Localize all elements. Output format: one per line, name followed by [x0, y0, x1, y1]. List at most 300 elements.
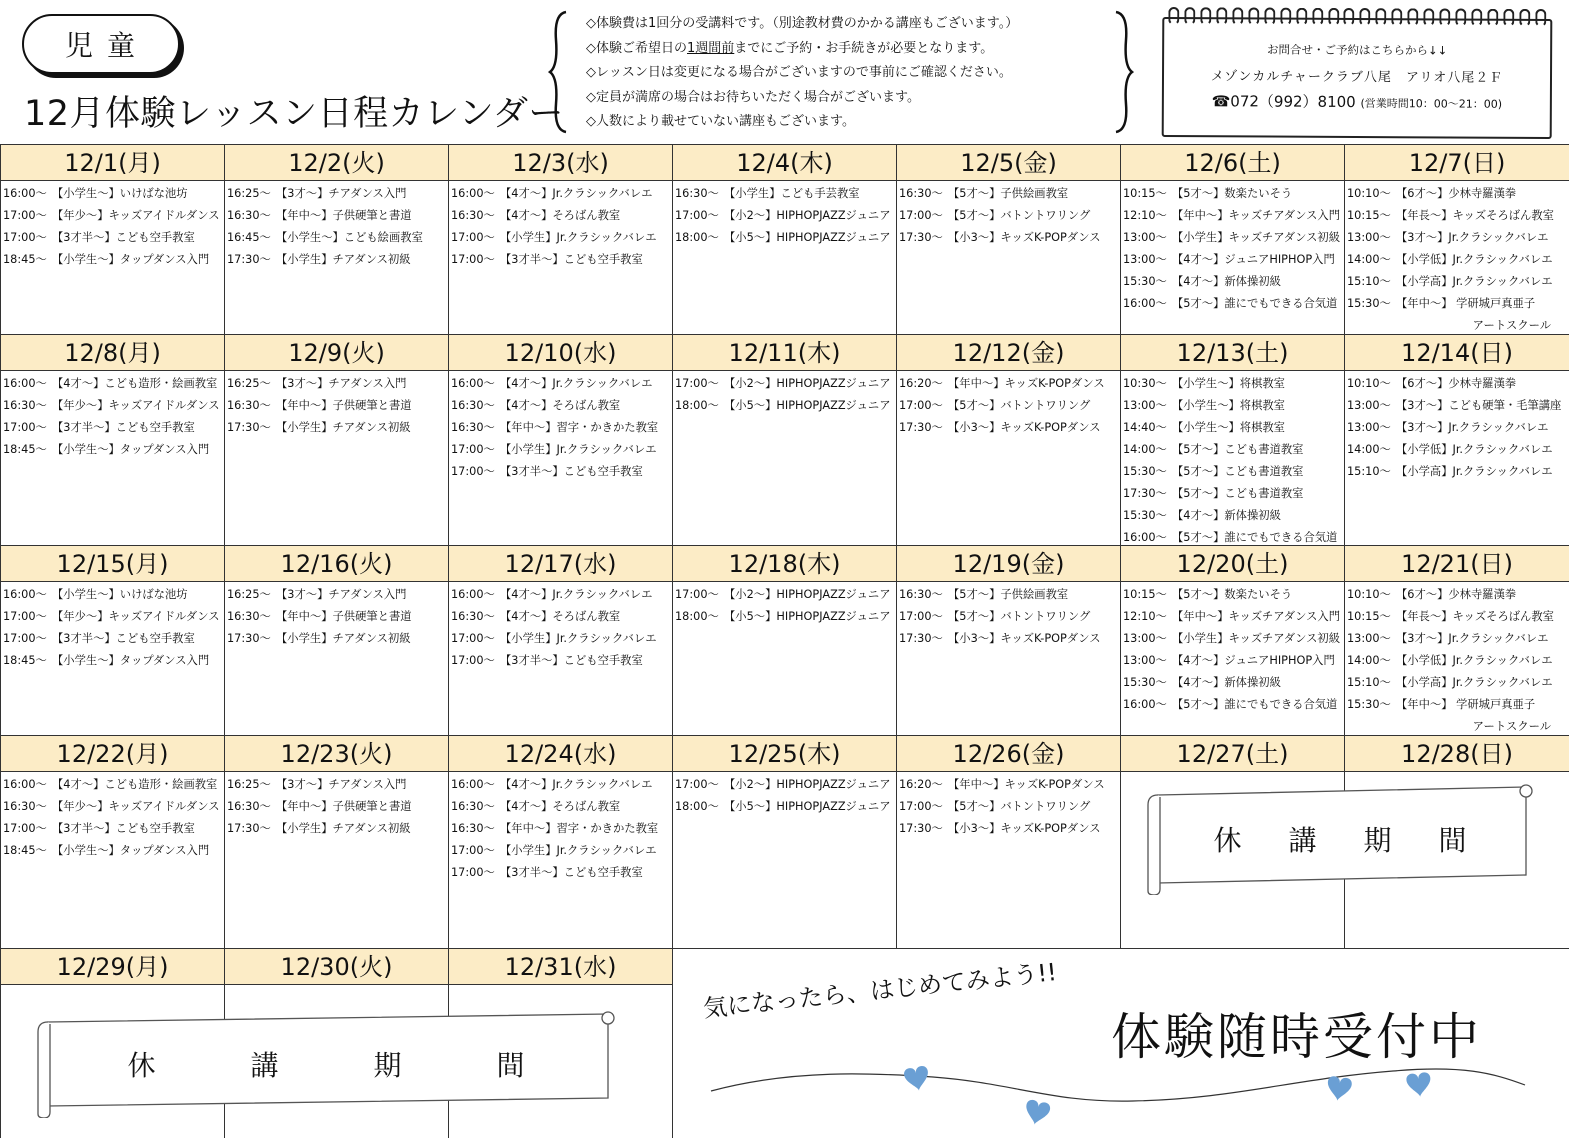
day-header: 12/25(木) [673, 736, 896, 772]
day-header: 12/22(月) [1, 736, 224, 772]
lesson-item [1347, 606, 1569, 628]
day-header: 12/5(金) [897, 145, 1120, 181]
lesson-name: 【3才～】チアダンス入門 [276, 778, 407, 791]
lesson-time: 17:30～ [227, 253, 271, 266]
lesson-item [1347, 628, 1569, 650]
lesson-item [675, 205, 896, 227]
lesson-time: 17:00～ [451, 844, 495, 857]
lesson-item [3, 373, 224, 395]
lesson-name: 【3才半～】こども空手教室 [52, 632, 195, 645]
promo-area [672, 948, 1569, 1138]
lesson-name: 【5才～】こども書道教室 [1172, 443, 1304, 456]
lesson-name: 【小2～】HIPHOPJAZZジュニア [724, 778, 891, 791]
lesson-item [1123, 483, 1344, 505]
note-text: ◇体験ご希望日の [586, 40, 687, 56]
lesson-item [899, 395, 1120, 417]
lesson-item [227, 417, 448, 439]
lesson-item [451, 650, 672, 672]
lesson-name: 【小学生】Jr.クラシックバレエ [500, 443, 657, 456]
lesson-time: 10:10～ [1347, 377, 1391, 390]
lesson-item [1123, 373, 1344, 395]
lesson-time: 16:30～ [3, 800, 47, 813]
lesson-item [675, 606, 896, 628]
lesson-time: 16:30～ [227, 399, 271, 412]
lesson-item [1347, 183, 1569, 205]
ring-icon [1376, 8, 1387, 26]
calendar-day [224, 334, 448, 545]
lesson-name: 【3才～】こども硬筆・毛筆講座 [1396, 399, 1562, 412]
lesson-time: 17:30～ [227, 822, 271, 835]
lesson-item [227, 227, 448, 249]
lesson-item [1347, 373, 1569, 395]
lesson-name: 【年中～】キッズK-POPダンス [948, 377, 1105, 390]
lesson-list [1345, 582, 1569, 738]
lesson-item [451, 249, 672, 271]
calendar-day [1120, 144, 1344, 334]
lesson-item [1347, 672, 1569, 694]
lesson-item [451, 183, 672, 205]
lesson-item [1347, 461, 1569, 483]
heart-icon [1406, 1072, 1432, 1098]
ring-icon [1216, 7, 1227, 25]
wave-decoration [673, 1059, 1569, 1139]
lesson-time: 16:00～ [3, 187, 47, 200]
calendar-day [896, 144, 1120, 334]
lesson-name: 【小学生】チアダンス初級 [276, 822, 411, 835]
business-hours: (営業時間10：00～21：00) [1360, 97, 1503, 111]
lesson-time: 17:30～ [899, 421, 943, 434]
ring-icon [1168, 7, 1179, 25]
lesson-item [1347, 249, 1569, 271]
lesson-item [1123, 395, 1344, 417]
day-header: 12/21(日) [1345, 546, 1569, 582]
lesson-time: 16:30～ [227, 800, 271, 813]
calendar-day [1344, 334, 1569, 545]
lesson-time: 13:00～ [1347, 231, 1391, 244]
day-header: 12/4(木) [673, 145, 896, 181]
lesson-item [227, 205, 448, 227]
note-item [586, 61, 1018, 86]
lesson-name: 【小2～】HIPHOPJAZZジュニア [724, 209, 891, 222]
lesson-time: 16:25～ [227, 778, 271, 791]
lesson-name: 【年中～】キッズチアダンス入門 [1172, 610, 1340, 623]
lesson-item [675, 796, 896, 818]
day-header: 12/2(火) [225, 145, 448, 181]
lesson-time: 15:30～ [1347, 698, 1391, 711]
lesson-item [1123, 650, 1344, 672]
ring-icon [1264, 8, 1275, 26]
lesson-name: 【4才～】Jr.クラシックバレエ [500, 778, 653, 791]
lesson-name: 【小学生】キッズチアダンス初級 [1172, 632, 1340, 645]
lesson-name: 【5才～】数楽たいそう [1172, 588, 1293, 601]
lesson-time: 18:45～ [3, 844, 47, 857]
lesson-list [1345, 772, 1569, 774]
lesson-time: 14:00～ [1347, 443, 1391, 456]
lesson-time: 14:40～ [1123, 421, 1167, 434]
lesson-list [1, 371, 224, 461]
lesson-time: 16:00～ [3, 588, 47, 601]
lesson-list [897, 371, 1120, 439]
lesson-name: 【小学生】チアダンス初級 [276, 421, 411, 434]
lesson-item [227, 774, 448, 796]
heart-icon [1023, 1099, 1051, 1127]
lesson-time: 14:00～ [1123, 443, 1167, 456]
lesson-name: 【4才～】新体操初級 [1172, 676, 1281, 689]
lesson-item [227, 373, 448, 395]
note-text: ◇定員が満席の場合はお待ちいただく場合がございます。 [586, 89, 920, 105]
lesson-item [451, 584, 672, 606]
day-header: 12/7(日) [1345, 145, 1569, 181]
lesson-name: 【小5～】HIPHOPJAZZジュニア [724, 800, 891, 813]
lesson-item [675, 774, 896, 796]
lesson-time: 16:00～ [1123, 698, 1167, 711]
lesson-name: 【小学生～】タップダンス入門 [52, 253, 210, 266]
lesson-name: 【年中～】習字・かきかた教室 [500, 822, 659, 835]
lesson-subtitle: アートスクール [1472, 319, 1551, 332]
lesson-name: 【5才～】子供絵画教室 [948, 187, 1069, 200]
lesson-item [3, 227, 224, 249]
lesson-name: 【3才半～】こども空手教室 [500, 866, 643, 879]
lesson-item [451, 840, 672, 862]
lesson-time: 16:00～ [451, 778, 495, 791]
lesson-name: 【年中～】 学研城戸真亜子 [1396, 698, 1536, 711]
lesson-list [449, 582, 672, 672]
lesson-time: 16:30～ [451, 800, 495, 813]
lesson-item [451, 628, 672, 650]
lesson-name: 【5才～】誰にでもできる合気道 [1172, 297, 1338, 310]
day-header: 12/28(日) [1345, 736, 1569, 772]
lesson-time: 13:00～ [1123, 253, 1167, 266]
note-text: ◇体験費は1回分の受講料です。（別途教材費のかかる講座もございます。） [586, 16, 1019, 31]
lesson-time: 10:15～ [1123, 588, 1167, 601]
lesson-time: 17:30～ [1123, 487, 1167, 500]
lesson-time: 15:30～ [1123, 676, 1167, 689]
lesson-item [3, 606, 224, 628]
day-header: 12/29(月) [1, 949, 224, 985]
lesson-item [3, 840, 224, 862]
lesson-list [1345, 181, 1569, 337]
ring-icon [1296, 8, 1307, 26]
lesson-item [451, 606, 672, 628]
ring-icon [1360, 8, 1371, 26]
lesson-time: 17:00～ [675, 209, 719, 222]
lesson-item [1123, 293, 1344, 315]
lesson-name: 【小学生～】タップダンス入門 [52, 844, 210, 857]
calendar-day [0, 334, 224, 545]
lesson-list [1, 985, 224, 987]
lesson-item [899, 818, 1120, 840]
lesson-time: 10:15～ [1123, 187, 1167, 200]
lesson-list [1, 582, 224, 672]
lesson-time: 18:45～ [3, 654, 47, 667]
lesson-time: 17:00～ [451, 632, 495, 645]
lesson-list [673, 371, 896, 417]
lesson-item [1347, 439, 1569, 461]
lesson-item [227, 183, 448, 205]
lesson-time: 13:00～ [1347, 399, 1391, 412]
lesson-time: 12:10～ [1123, 610, 1167, 623]
lesson-time: 16:30～ [899, 187, 943, 200]
day-header: 12/16(火) [225, 546, 448, 582]
day-header: 12/24(水) [449, 736, 672, 772]
lesson-time: 16:30～ [3, 399, 47, 412]
day-header: 12/1(月) [1, 145, 224, 181]
lesson-item [899, 628, 1120, 650]
day-header: 12/23(火) [225, 736, 448, 772]
lesson-time: 13:00～ [1347, 421, 1391, 434]
calendar-day [896, 545, 1120, 735]
lesson-name: 【年少～】キッズアイドルダンス [52, 399, 220, 412]
lesson-list [225, 371, 448, 439]
ring-icon [1455, 9, 1466, 27]
lesson-time: 16:25～ [227, 377, 271, 390]
lesson-time: 15:10～ [1347, 275, 1391, 288]
lesson-name: 【3才半～】こども空手教室 [500, 465, 643, 478]
lesson-item [1123, 271, 1344, 293]
lesson-name: 【小学低】Jr.クラシックバレエ [1396, 443, 1553, 456]
lesson-item [3, 205, 224, 227]
day-header: 12/19(金) [897, 546, 1120, 582]
lesson-name: 【小学生～】タップダンス入門 [52, 654, 210, 667]
lesson-list [897, 772, 1120, 840]
lesson-name: 【小学生～】いけばな池坊 [52, 588, 188, 601]
closed-char: 休 [1213, 824, 1242, 857]
lesson-name: 【年長～】キッズそろばん教室 [1396, 610, 1554, 623]
day-header: 12/8(月) [1, 335, 224, 371]
lesson-name: 【5才～】バトントワリング [948, 399, 1091, 412]
lesson-name: 【小学生】Jr.クラシックバレエ [500, 231, 657, 244]
closed-char: 間 [1438, 824, 1467, 857]
day-header: 12/27(土) [1121, 736, 1344, 772]
lesson-item [1347, 227, 1569, 249]
lesson-time: 17:00～ [3, 822, 47, 835]
lesson-item [227, 628, 448, 650]
lesson-time: 16:30～ [451, 209, 495, 222]
lesson-item [3, 584, 224, 606]
lesson-item [899, 373, 1120, 395]
lesson-time: 16:00～ [451, 187, 495, 200]
lesson-item [451, 774, 672, 796]
lesson-subtitle: アートスクール [1472, 720, 1551, 733]
lesson-item [1123, 183, 1344, 205]
ring-icon [1280, 8, 1291, 26]
lesson-item [227, 584, 448, 606]
lesson-item [451, 862, 672, 884]
ring-icon [1408, 8, 1419, 26]
lesson-name: 【3才半～】こども空手教室 [52, 421, 195, 434]
lesson-name: 【3才半～】こども空手教室 [500, 253, 643, 266]
lesson-list [673, 582, 896, 628]
lesson-list [673, 772, 896, 818]
ring-icon [1503, 9, 1514, 27]
lesson-time: 10:10～ [1347, 588, 1391, 601]
lesson-time: 15:30～ [1347, 297, 1391, 310]
note-emphasis: 1週間前 [687, 40, 735, 56]
lesson-time: 16:00～ [1123, 297, 1167, 310]
lesson-name: 【年中～】キッズチアダンス入門 [1172, 209, 1340, 222]
contact-prompt: お問合せ・ご予約はこちらから↓↓ [1266, 42, 1448, 58]
lesson-time: 17:00～ [3, 610, 47, 623]
lesson-name: 【小3～】キッズK-POPダンス [948, 822, 1101, 835]
lesson-name: 【小学生～】将棋教室 [1172, 399, 1285, 412]
calendar-day [896, 735, 1120, 948]
closed-period-text [36, 1010, 616, 1118]
lesson-item [1347, 395, 1569, 417]
lesson-item [3, 628, 224, 650]
calendar-day [224, 735, 448, 948]
lesson-item [451, 227, 672, 249]
heart-icon [903, 1065, 931, 1093]
lesson-name: 【小学生～】将棋教室 [1172, 421, 1285, 434]
lesson-name: 【小3～】キッズK-POPダンス [948, 632, 1101, 645]
lesson-time: 17:30～ [899, 822, 943, 835]
lesson-name: 【3才半～】こども空手教室 [52, 822, 195, 835]
lesson-item [227, 249, 448, 271]
lesson-item [227, 395, 448, 417]
lesson-name: 【小3～】キッズK-POPダンス [948, 421, 1101, 434]
lesson-time: 16:30～ [675, 187, 719, 200]
lesson-list [897, 181, 1120, 249]
lesson-time: 16:30～ [227, 209, 271, 222]
lesson-item [1123, 461, 1344, 483]
lesson-time: 17:00～ [3, 421, 47, 434]
calendar-day [1120, 545, 1344, 735]
note-item [586, 12, 1018, 37]
lesson-list [449, 371, 672, 483]
lesson-time: 16:30～ [227, 610, 271, 623]
day-header: 12/9(火) [225, 335, 448, 371]
lesson-name: 【小2～】HIPHOPJAZZジュニア [724, 377, 891, 390]
lesson-name: 【4才～】そろばん教室 [500, 800, 621, 813]
lesson-item [451, 818, 672, 840]
lesson-item [451, 417, 672, 439]
lesson-name: 【小学生～】将棋教室 [1172, 377, 1285, 390]
lesson-item [3, 439, 224, 461]
calendar-day [0, 735, 224, 948]
lesson-name: 【4才～】Jr.クラシックバレエ [500, 187, 653, 200]
phone-number[interactable]: ☎072（992）8100 [1211, 92, 1356, 111]
lesson-time: 14:00～ [1347, 253, 1391, 266]
lesson-list [673, 181, 896, 249]
day-header: 12/10(水) [449, 335, 672, 371]
ring-icon [1439, 8, 1450, 26]
calendar-day [0, 144, 224, 334]
lesson-name: 【5才～】誰にでもできる合気道 [1172, 531, 1338, 544]
lesson-item [3, 249, 224, 271]
lesson-name: 【小3～】キッズK-POPダンス [948, 231, 1101, 244]
lesson-name: 【年中～】子供硬筆と書道 [276, 800, 412, 813]
calendar-week [0, 144, 1569, 334]
lesson-item [899, 796, 1120, 818]
lesson-item [675, 227, 896, 249]
lesson-item [899, 183, 1120, 205]
lesson-time: 14:00～ [1347, 654, 1391, 667]
lesson-time: 13:00～ [1123, 231, 1167, 244]
lesson-time: 17:00～ [675, 588, 719, 601]
calendar-week [0, 334, 1569, 545]
lesson-name: 【5才～】誰にでもできる合気道 [1172, 698, 1338, 711]
lesson-list [1121, 582, 1344, 716]
lesson-time: 17:00～ [3, 632, 47, 645]
lesson-time: 17:00～ [3, 209, 47, 222]
lesson-name: 【4才～】こども造形・絵画教室 [52, 778, 218, 791]
lesson-time: 16:00～ [451, 377, 495, 390]
ring-icon [1344, 8, 1355, 26]
notes-box [548, 10, 1134, 134]
lesson-item [451, 373, 672, 395]
lesson-item [1123, 694, 1344, 716]
lesson-list [225, 582, 448, 650]
lesson-time: 17:00～ [451, 866, 495, 879]
lesson-time: 17:00～ [451, 465, 495, 478]
lesson-name: 【小学高】Jr.クラシックバレエ [1396, 275, 1553, 288]
lesson-time: 16:00～ [1123, 531, 1167, 544]
closed-period-text [1146, 783, 1534, 895]
lesson-name: 【小2～】HIPHOPJAZZジュニア [724, 588, 891, 601]
lesson-time: 17:30～ [227, 421, 271, 434]
lesson-item [3, 183, 224, 205]
lesson-name: 【3才～】Jr.クラシックバレエ [1396, 421, 1549, 434]
day-header: 12/17(水) [449, 546, 672, 582]
note-text: までにご予約・お手続きが必要となります。 [734, 40, 994, 56]
lesson-item [1347, 650, 1569, 672]
lesson-name: 【5才～】子供絵画教室 [948, 588, 1069, 601]
lesson-time: 10:15～ [1347, 610, 1391, 623]
lesson-name: 【4才～】そろばん教室 [500, 399, 621, 412]
lesson-list [449, 181, 672, 271]
calendar-day [672, 334, 896, 545]
lesson-name: 【6才～】少林寺羅漢拳 [1396, 377, 1517, 390]
lesson-time: 12:10～ [1123, 209, 1167, 222]
heart-icon [1325, 1075, 1352, 1102]
day-header: 12/6(土) [1121, 145, 1344, 181]
lesson-time: 13:00～ [1123, 654, 1167, 667]
lesson-time: 16:30～ [451, 399, 495, 412]
day-header: 12/13(土) [1121, 335, 1344, 371]
lesson-time: 17:00～ [451, 231, 495, 244]
lesson-item [1123, 417, 1344, 439]
calendar-day [448, 334, 672, 545]
calendar-day [1344, 545, 1569, 735]
lesson-item [1123, 227, 1344, 249]
lesson-time: 18:45～ [3, 253, 47, 266]
lesson-item [451, 461, 672, 483]
lesson-item [899, 606, 1120, 628]
lesson-item [3, 417, 224, 439]
lesson-item [899, 205, 1120, 227]
lesson-time: 15:10～ [1347, 465, 1391, 478]
lesson-name: 【5才～】バトントワリング [948, 610, 1091, 623]
cta-headline: 体験随時受付中 [1111, 1008, 1482, 1066]
lesson-item [227, 606, 448, 628]
calendar-day [448, 545, 672, 735]
right-brace-icon [1112, 10, 1134, 134]
lesson-item [1347, 417, 1569, 439]
lesson-item [899, 417, 1120, 439]
closed-char: 期 [1363, 824, 1392, 857]
calendar-day [672, 144, 896, 334]
phone-line [1164, 90, 1550, 113]
lesson-item [899, 774, 1120, 796]
lesson-item [1347, 694, 1569, 716]
lesson-list [1121, 772, 1344, 774]
lesson-list [1, 772, 224, 862]
ring-icon [1184, 7, 1195, 25]
lesson-name: 【小5～】HIPHOPJAZZジュニア [724, 231, 891, 244]
closed-char: 休 [127, 1049, 156, 1082]
lesson-name: 【4才～】新体操初級 [1172, 275, 1281, 288]
lesson-time: 17:00～ [899, 399, 943, 412]
